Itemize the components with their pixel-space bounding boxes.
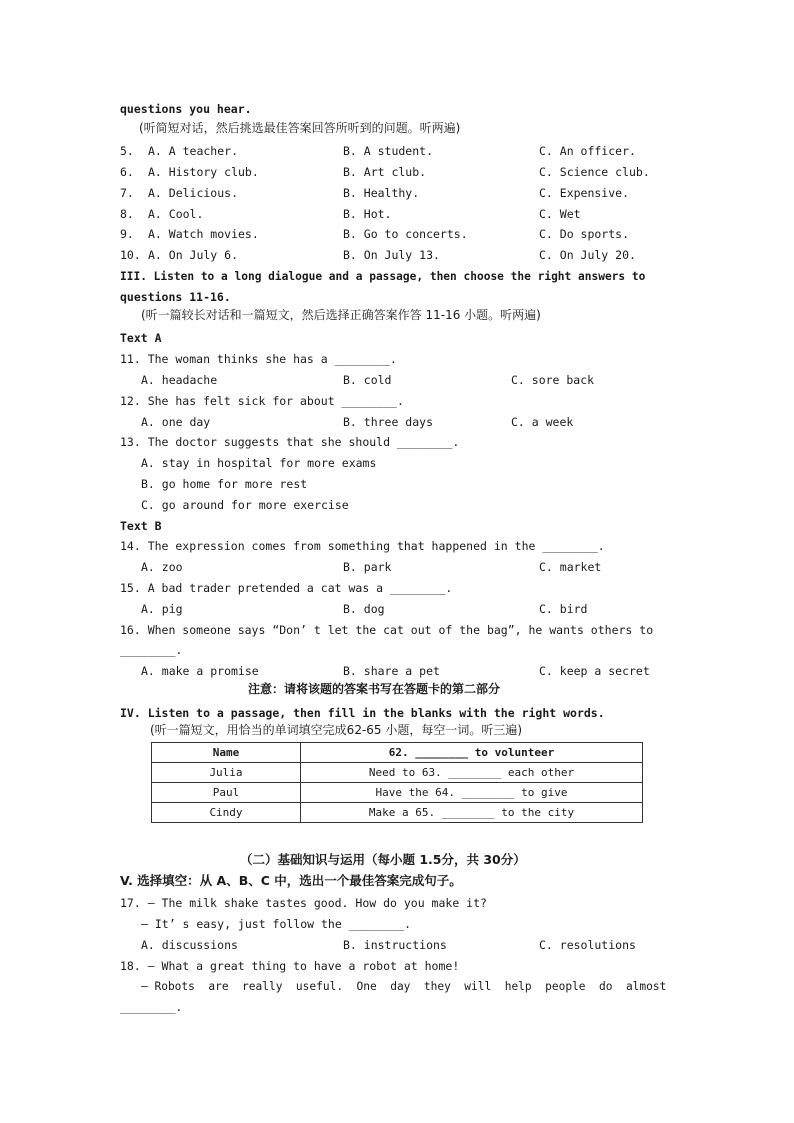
q12-option-c: C. a week [511,415,574,429]
fill-in-table [151,742,643,823]
option-b: B. Art club. [343,165,427,179]
q17-option-b: B. instructions [343,938,447,952]
q13-option-a: A. stay in hospital for more exams [141,456,377,470]
section3-heading-cont: questions 11-16. [120,290,231,304]
question-15-stem: 15. A bad trader pretended a cat was a ________. [120,581,453,595]
option-a: A. A teacher. [148,144,239,158]
q12-option-a: A. one day [141,415,211,429]
row-task: Have the 64. ________ to give [301,783,643,803]
table-row [152,783,643,803]
option-a: A. Delicious. [148,186,239,200]
question-18-line3: ________. [120,1000,183,1014]
row-task: Make a 65. ________ to the city [301,803,643,823]
section5-heading: V. 选择填空：从 A、B、C 中，选出一个最佳答案完成句子。 [120,873,462,888]
option-c: C. Science club. [539,165,650,179]
option-c: C. Wet [539,207,581,221]
option-b: B. Go to concerts. [343,227,468,241]
q15-option-c: C. bird [539,602,588,616]
option-b: B. Hot. [343,207,392,221]
q16-option-c: C. keep a secret [539,664,650,678]
q13-option-b: B. go home for more rest [141,477,308,491]
question-14-stem: 14. The expression comes from something that happened in the ________. [120,539,605,553]
option-c: C. Expensive. [539,186,630,200]
q11-option-a: A. headache [141,373,218,387]
row-name: Julia [152,763,301,783]
question-number: 6. [120,165,134,179]
option-c: C. Do sports. [539,227,630,241]
table-header-row [152,743,643,763]
q16-option-b: B. share a pet [343,664,440,678]
q13-option-c: C. go around for more exercise [141,498,349,512]
q14-option-c: C. market [539,560,602,574]
header-name: Name [152,743,301,763]
q16-option-a: A. make a promise [141,664,259,678]
option-c: C. An officer. [539,144,636,158]
question-17-line1: 17. — The milk shake tastes good. How do you make it? [120,896,487,910]
question-13-stem: 13. The doctor suggests that she should ________. [120,435,460,449]
section3-heading: III. Listen to a long dialogue and a passage, then choose the right answers to [120,270,646,283]
row-task: Need to 63. ________ each other [301,763,643,783]
row-name: Cindy [152,803,301,823]
q17-option-a: A. discussions [141,938,238,952]
q14-option-b: B. park [343,560,392,574]
answer-sheet-notice: 注意：请将该题的答案书写在答题卡的第二部分 [248,682,501,696]
question-16-stem: 16. When someone says “Don’ t let the cat out of the bag”, he wants others to [120,623,654,637]
option-a: A. Cool. [148,207,204,221]
question-number: 5. [120,144,134,158]
question-18-line1: 18. — What a great thing to have a robot at home! [120,959,460,973]
question-11-stem: 11. The woman thinks she has a ________. [120,352,397,366]
section3-instruction: (听一篇较长对话和一篇短文，然后选择正确答案作答 11-16 小题。听两遍) [141,308,541,322]
question-number: 10. [120,248,141,262]
section4-heading: IV. Listen to a passage, then fill in the blanks with the right words. [120,706,605,720]
section2-heading-tail: questions you hear. [120,102,252,116]
question-number: 9. [120,227,134,241]
text-b-label: Text B [120,519,162,533]
option-c: C. On July 20. [539,248,636,262]
question-16-stem-cont: ________. [120,643,183,657]
option-a: A. History club. [148,165,259,179]
question-12-stem: 12. She has felt sick for about ________. [120,394,404,408]
q12-option-b: B. three days [343,415,434,429]
option-b: B. A student. [343,144,434,158]
q11-option-b: B. cold [343,373,392,387]
option-b: B. Healthy. [343,186,420,200]
section4-instruction: (听一篇短文，用恰当的单词填空完成62-65 小题，每空一词。听三遍) [150,723,523,737]
question-number: 7. [120,186,134,200]
q14-option-a: A. zoo [141,560,183,574]
q15-option-a: A. pig [141,602,183,616]
q17-option-c: C. resolutions [539,938,636,952]
option-a: A. On July 6. [148,248,239,262]
q11-option-c: C. sore back [511,373,595,387]
option-b: B. On July 13. [343,248,440,262]
question-18-line2: — Robots are really useful. One day they will help people do almost [141,980,667,993]
q15-option-b: B. dog [343,602,385,616]
header-task: 62. ________ to volunteer [301,743,643,763]
table-row [152,763,643,783]
part2-title: （二）基础知识与运用（每小题 1.5分，共 30分） [240,852,526,867]
section2-instruction: (听简短对话，然后挑选最佳答案回答所听到的问题。听两遍) [139,121,461,135]
text-a-label: Text A [120,331,162,345]
question-number: 8. [120,207,134,221]
option-a: A. Watch movies. [148,227,259,241]
table-row [152,803,643,823]
question-17-line2: — It’ s easy, just follow the ________. [141,917,412,931]
row-name: Paul [152,783,301,803]
